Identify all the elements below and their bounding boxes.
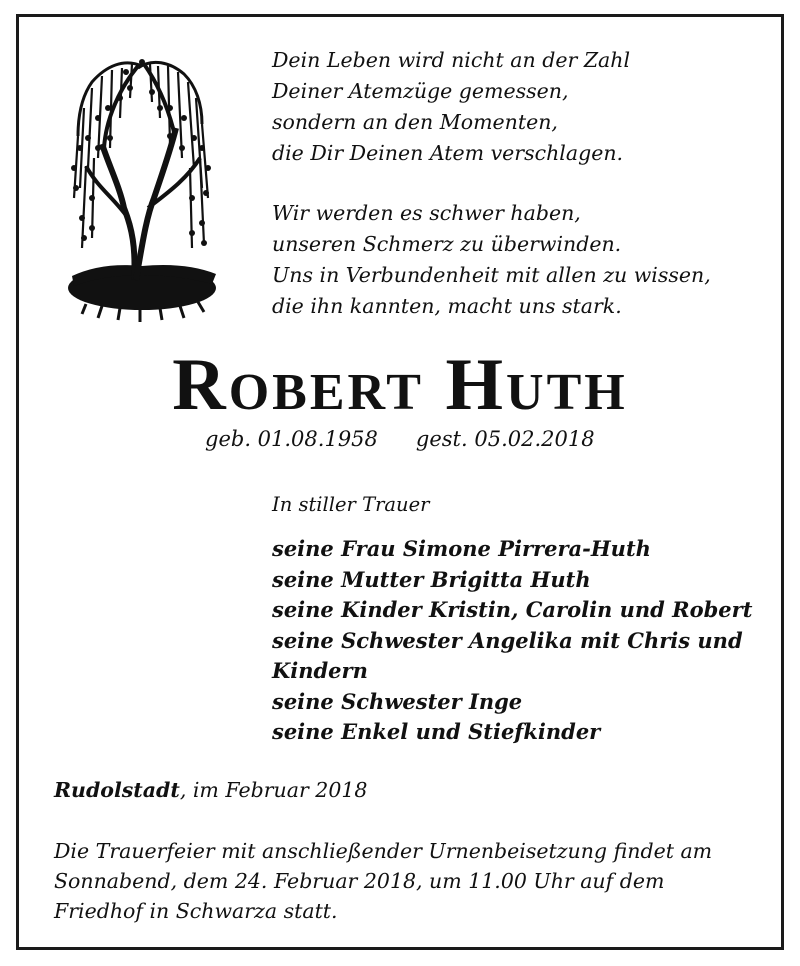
life-dates — [205, 427, 595, 451]
mourner-entry: seine Schwester Angelika mit Chris und Kindern — [272, 627, 743, 683]
mourner-entry: seine Mutter Brigitta Huth — [272, 566, 591, 592]
notice-line: Friedhof in Schwarza statt. — [54, 899, 338, 923]
mourner-entry: seine Kinder Kristin, Carolin und Robert — [272, 597, 753, 622]
mourner-entry: seine Frau Simone Pirrera-Huth — [272, 536, 651, 561]
poem-line: Deiner Atemzüge gemessen, — [272, 79, 569, 103]
poem-line: die Dir Deinen Atem verschlagen. — [272, 141, 624, 165]
funeral-notice — [54, 836, 754, 926]
deceased-name: Robert Huth — [172, 344, 628, 426]
poem-line: die ihn kannten, macht uns stark. — [272, 294, 622, 318]
mourner-list — [272, 534, 762, 748]
poem-stanza-1 — [272, 45, 630, 169]
poem-line: sondern an den Momenten, — [272, 110, 558, 134]
place-city: Rudolstadt — [54, 778, 180, 802]
poem-line: Dein Leben wird nicht an der Zahl — [272, 48, 631, 72]
death-date: gest. 05.02.2018 — [415, 427, 595, 451]
poem-line: Uns in Verbundenheit mit allen zu wissen, — [272, 263, 711, 287]
poem-line: Wir werden es schwer haben, — [272, 201, 581, 225]
place-and-date — [54, 778, 367, 802]
weeping-willow-icon — [62, 48, 222, 324]
notice-line: Sonnabend, dem 24. Februar 2018, um 11.00 Uhr auf dem — [54, 869, 665, 893]
poem-line: unseren Schmerz zu überwinden. — [272, 232, 622, 256]
place-date: , im Februar 2018 — [179, 778, 368, 802]
birth-date: geb. 01.08.1958 — [205, 427, 378, 451]
notice-line: Die Trauerfeier mit anschließender Urnenbeisetzung findet am — [54, 839, 713, 863]
mourning-intro: In stiller Trauer — [272, 493, 430, 516]
poem-stanza-2 — [272, 198, 711, 322]
mourner-entry: seine Enkel und Stiefkinder — [272, 719, 601, 744]
mourner-entry: seine Schwester Inge — [272, 688, 523, 714]
